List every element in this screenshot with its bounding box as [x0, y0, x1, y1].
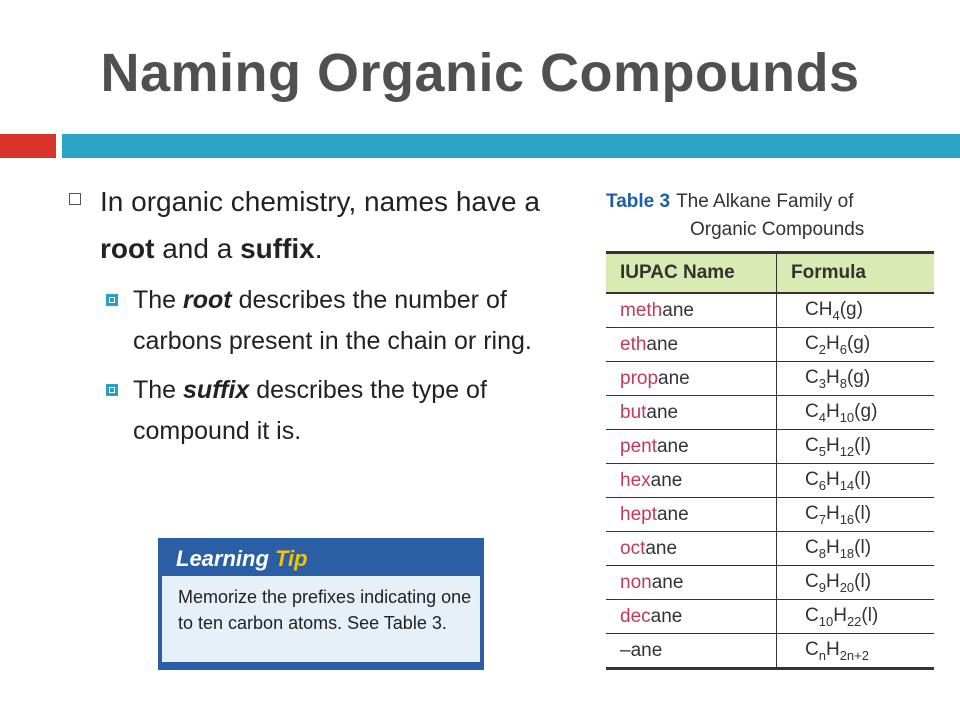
- learning-tip-box: [158, 538, 484, 670]
- table-row: [606, 293, 934, 328]
- alkane-name: [606, 634, 777, 669]
- hydrogen-count: 22: [846, 613, 862, 629]
- state-of-matter: (l): [854, 434, 872, 456]
- alkane-formula: $C_6H_{14}(l)$: [777, 464, 935, 498]
- carbon-count: 5: [818, 443, 826, 459]
- alkane-ending: ane: [646, 333, 679, 355]
- hydrogen-count: 18: [839, 545, 855, 561]
- alkane-name: [606, 532, 777, 566]
- alkane-ending: ane: [656, 503, 689, 525]
- bullet-main: In organic chemistry, names have a root and a suffix.: [68, 178, 568, 272]
- alkane-name: [606, 293, 777, 328]
- square-bullet-icon: [106, 384, 118, 396]
- alkane-table: [606, 251, 934, 670]
- table-row: [606, 566, 934, 600]
- carbon-count: 2: [818, 341, 826, 357]
- alkane-name: [606, 566, 777, 600]
- state-of-matter: (l): [854, 502, 872, 524]
- hydrogen-count: 12: [839, 443, 855, 459]
- alkane-name: [606, 600, 777, 634]
- alkane-name: [606, 430, 777, 464]
- alkane-prefix: meth: [620, 299, 663, 321]
- carbon-count: 6: [818, 477, 826, 493]
- alkane-formula: $C_2H_6(g)$: [777, 328, 935, 362]
- alkane-name: [606, 328, 777, 362]
- bullet-list: [68, 178, 568, 452]
- alkane-prefix: non: [620, 571, 652, 593]
- state-of-matter: (g): [839, 298, 863, 320]
- column-header-formula: Formula: [777, 253, 935, 294]
- table-label: Table 3: [606, 191, 671, 212]
- hydrogen-count: 8: [839, 375, 847, 391]
- suffix-emphasis: suffix: [183, 376, 250, 404]
- table-row: [606, 362, 934, 396]
- hollow-square-bullet-icon: [69, 193, 81, 205]
- carbon-count: 10: [818, 613, 834, 629]
- hydrogen-count: 16: [839, 511, 855, 527]
- bullet-suffix: The suffix describes the type of compound it is.: [104, 370, 568, 452]
- alkane-formula: $C_nH_{2n+2}$: [777, 634, 935, 669]
- alkane-prefix: eth: [620, 333, 647, 355]
- alkane-ending: ane: [651, 571, 684, 593]
- alkane-formula: $C_3H_8(g)$: [777, 362, 935, 396]
- alkane-formula: $C_7H_{16}(l)$: [777, 498, 935, 532]
- alkane-ending: ane: [646, 401, 679, 423]
- alkane-ending: ane: [662, 299, 694, 321]
- hydrogen-count: 14: [839, 477, 855, 493]
- column-header-iupac-name: IUPAC Name: [606, 253, 777, 294]
- slide-title: Naming Organic Compounds: [100, 43, 860, 103]
- carbon-count: 9: [818, 579, 826, 595]
- table-caption: Table 3 The Alkane Family of Organic Compounds: [606, 191, 865, 240]
- alkane-prefix: but: [620, 401, 647, 423]
- table-row: [606, 532, 934, 566]
- alkane-name: [606, 498, 777, 532]
- learning-tip-header: Learning Tip: [176, 546, 308, 571]
- alkane-name: [606, 362, 777, 396]
- alkane-name: [606, 464, 777, 498]
- table-row: [606, 600, 934, 634]
- carbon-count: 7: [818, 511, 826, 527]
- learning-tip-body: Memorize the prefixes indicating one to ten carbon atoms. See Table 3.: [162, 576, 480, 662]
- state-of-matter: (l): [854, 468, 872, 490]
- state-of-matter: (g): [854, 400, 878, 422]
- hydrogen-count: 20: [839, 579, 855, 595]
- square-bullet-icon: [106, 294, 118, 306]
- alkane-formula: $C_9H_{20}(l)$: [777, 566, 935, 600]
- hydrogen-count: 4: [832, 307, 840, 323]
- hydrogen-count: 6: [839, 341, 847, 357]
- alkane-ending: ane: [650, 469, 683, 491]
- alkane-ending: –ane: [620, 639, 663, 661]
- carbon-count: n: [818, 647, 826, 663]
- alkane-formula: $C_{10}H_{22}(l)$: [777, 600, 935, 634]
- carbon-count: 3: [818, 375, 826, 391]
- state-of-matter: (l): [861, 604, 879, 626]
- alkane-name: [606, 396, 777, 430]
- table-row: [606, 328, 934, 362]
- alkane-prefix: hex: [620, 469, 651, 491]
- alkane-ending: ane: [658, 367, 690, 389]
- table-row: [606, 498, 934, 532]
- carbon-count: 4: [818, 409, 826, 425]
- bullet-root: The root describes the number of carbons present in the chain or ring.: [104, 280, 568, 362]
- suffix-keyword: suffix: [240, 233, 315, 264]
- alkane-prefix: dec: [620, 605, 651, 627]
- alkane-formula: $CH_4(g)$: [777, 293, 935, 328]
- alkane-ending: ane: [650, 605, 683, 627]
- state-of-matter: (g): [846, 332, 871, 354]
- alkane-prefix: prop: [620, 367, 659, 389]
- table-row: [606, 634, 934, 669]
- state-of-matter: (l): [854, 536, 872, 558]
- root-keyword: root: [100, 233, 155, 264]
- state-of-matter: (g): [846, 366, 871, 388]
- carbon-count: 8: [818, 545, 826, 561]
- root-emphasis: root: [183, 286, 232, 314]
- accent-bar-red: [0, 134, 56, 158]
- hydrogen-count: 10: [839, 409, 855, 425]
- alkane-prefix: pent: [620, 435, 657, 457]
- table-row: [606, 396, 934, 430]
- hydrogen-count: 2n+2: [839, 647, 869, 663]
- state-of-matter: (l): [854, 570, 872, 592]
- accent-bar-teal: [62, 134, 960, 158]
- alkane-formula: $C_4H_{10}(g)$: [777, 396, 935, 430]
- alkane-formula: $C_5H_{12}(l)$: [777, 430, 935, 464]
- alkane-ending: ane: [656, 435, 689, 457]
- alkane-formula: $C_8H_{18}(l)$: [777, 532, 935, 566]
- alkane-ending: ane: [645, 537, 678, 559]
- table-row: [606, 430, 934, 464]
- alkane-prefix: hept: [620, 503, 657, 525]
- table-row: [606, 464, 934, 498]
- alkane-prefix: oct: [620, 537, 646, 559]
